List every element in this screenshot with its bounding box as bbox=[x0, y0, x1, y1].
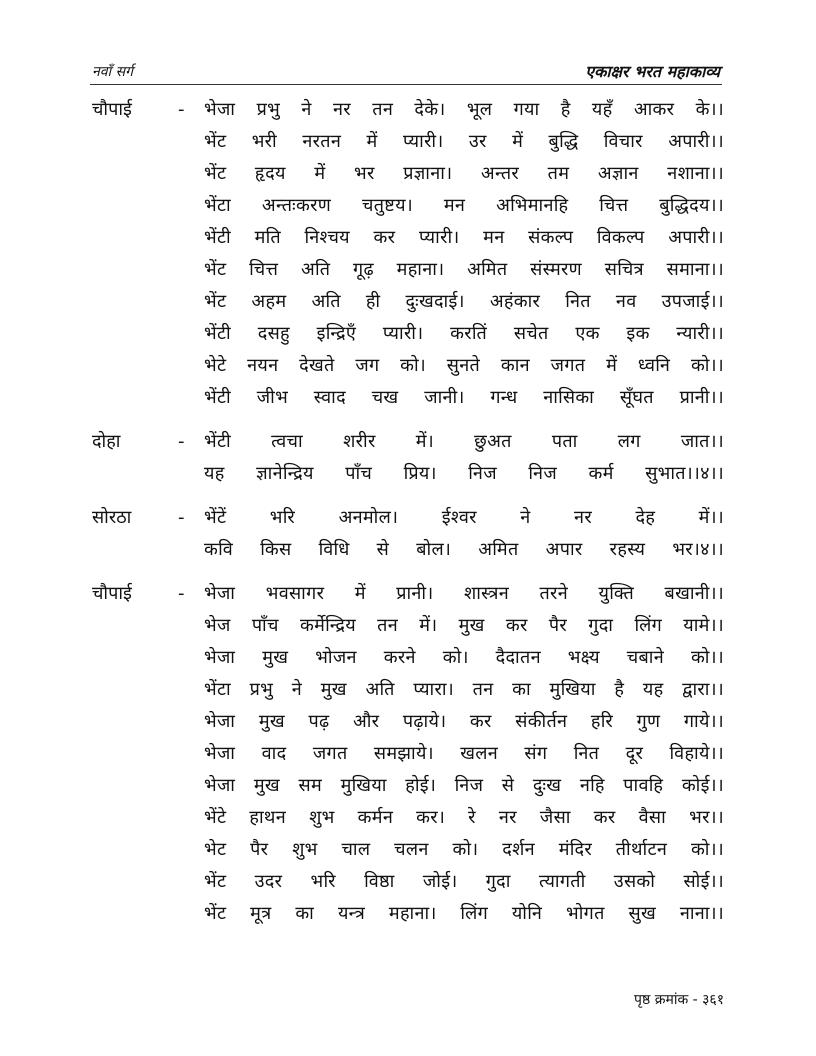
verse-line: भेजा प्रभु ने नर तन देके। भूल गया है यहँ आकर के।। bbox=[204, 99, 724, 120]
verse-line: भेंट हृदय में भर प्रज्ञाना। अन्तर तम अज्ञान नशाना।। bbox=[204, 163, 724, 184]
verse-dash: - bbox=[178, 99, 185, 120]
verse-lines bbox=[204, 426, 724, 490]
verse-section bbox=[92, 578, 724, 930]
verse-line: भेटे नयन देखते जग को। सुनते कान जगत में ध्वनि को।। bbox=[204, 355, 724, 376]
verse-dash: - bbox=[178, 507, 185, 528]
verse-line: भेजा मुख सम मुखिया होई। निज से दुःख नहि पावहि कोई।। bbox=[204, 775, 724, 796]
verse-line: भेजा मुख भोजन करने को। दैदातन भक्ष्य चबाने को।। bbox=[204, 647, 724, 668]
verse-content bbox=[92, 94, 724, 942]
verse-section bbox=[92, 502, 724, 566]
verse-line: भेंट मूत्र का यन्त्र महाना। लिंग योनि भोगत सुख नाना।। bbox=[204, 903, 724, 924]
verse-section bbox=[92, 94, 724, 414]
verse-line: भेंट भरी नरतन में प्यारी। उर में बुद्धि विचार अपारी।। bbox=[204, 131, 724, 152]
verse-line: भेजा मुख पढ़ और पढ़ाये। कर संकीर्तन हरि गुण गाये।। bbox=[204, 711, 724, 732]
verse-dash: - bbox=[178, 583, 185, 604]
verse-line: भेट पैर शुभ चाल चलन को। दर्शन मंदिर तीर्थाटन को।। bbox=[204, 839, 724, 860]
verse-line: भेंटी त्वचा शरीर में। छुअत पता लग जात।। bbox=[204, 431, 724, 452]
verse-lines bbox=[204, 578, 724, 930]
verse-line: भेंटें भरि अनमोल। ईश्वर ने नर देह में।। bbox=[204, 507, 724, 528]
header-divider bbox=[90, 84, 722, 85]
verse-type-label: दोहा bbox=[92, 431, 121, 452]
verse-line: भेंटी मति निश्चय कर प्यारी। मन संकल्प विकल्प अपारी।। bbox=[204, 227, 724, 248]
verse-type-label: सोरठा bbox=[92, 507, 132, 528]
verse-line: भेंटा अन्तःकरण चतुष्टय। मन अभिमानहि चित्त बुद्धिदय।। bbox=[204, 195, 724, 216]
verse-lines bbox=[204, 94, 724, 414]
verse-section bbox=[92, 426, 724, 490]
book-title-header: एकाक्षर भरत महाकाव्य bbox=[585, 62, 720, 81]
page-number: पृष्ठ क्रमांक - ३६१ bbox=[634, 992, 724, 1008]
verse-line: यह ज्ञानेन्द्रिय पाँच प्रिय। निज निज कर्म सुभात।।४।। bbox=[204, 463, 724, 484]
verse-line: भेज पाँच कर्मेन्द्रिय तन में। मुख कर पैर गुदा लिंग यामे।। bbox=[204, 615, 724, 636]
verse-lines bbox=[204, 502, 724, 566]
verse-line: भेजा भवसागर में प्रानी। शास्त्रन तरने युक्ति बखानी।। bbox=[204, 583, 724, 604]
verse-line: भेंट अहम अति ही दुःखदाई। अहंकार नित नव उपजाई।। bbox=[204, 291, 724, 312]
verse-type-label: चौपाई bbox=[92, 99, 132, 120]
verse-line: भेंटी जीभ स्वाद चख जानी। गन्ध नासिका सूँघत प्रानी।। bbox=[204, 387, 724, 408]
verse-line: भेंटा प्रभु ने मुख अति प्यारा। तन का मुखिया है यह द्वारा।। bbox=[204, 679, 724, 700]
verse-line: भेंटे हाथन शुभ कर्मन कर। रे नर जैसा कर वैसा भर।। bbox=[204, 807, 724, 828]
chapter-header: नवाँ सर्ग bbox=[92, 64, 133, 80]
verse-type-label: चौपाई bbox=[92, 583, 132, 604]
verse-line: भेजा वाद जगत समझाये। खलन संग नित दूर विहाये।। bbox=[204, 743, 724, 764]
verse-line: भेंट चित्त अति गूढ़ महाना। अमित संस्मरण सचित्र समाना।। bbox=[204, 259, 724, 280]
verse-dash: - bbox=[178, 431, 185, 452]
verse-line: भेंटी दसहु इन्द्रिएँ प्यारी। करतिं सचेत एक इक न्यारी।। bbox=[204, 323, 724, 344]
verse-line: भेंट उदर भरि विष्ठा जोई। गुदा त्यागती उसको सोई।। bbox=[204, 871, 724, 892]
verse-line: कवि किस विधि से बोल। अमित अपार रहस्य भर।४।। bbox=[204, 539, 724, 560]
